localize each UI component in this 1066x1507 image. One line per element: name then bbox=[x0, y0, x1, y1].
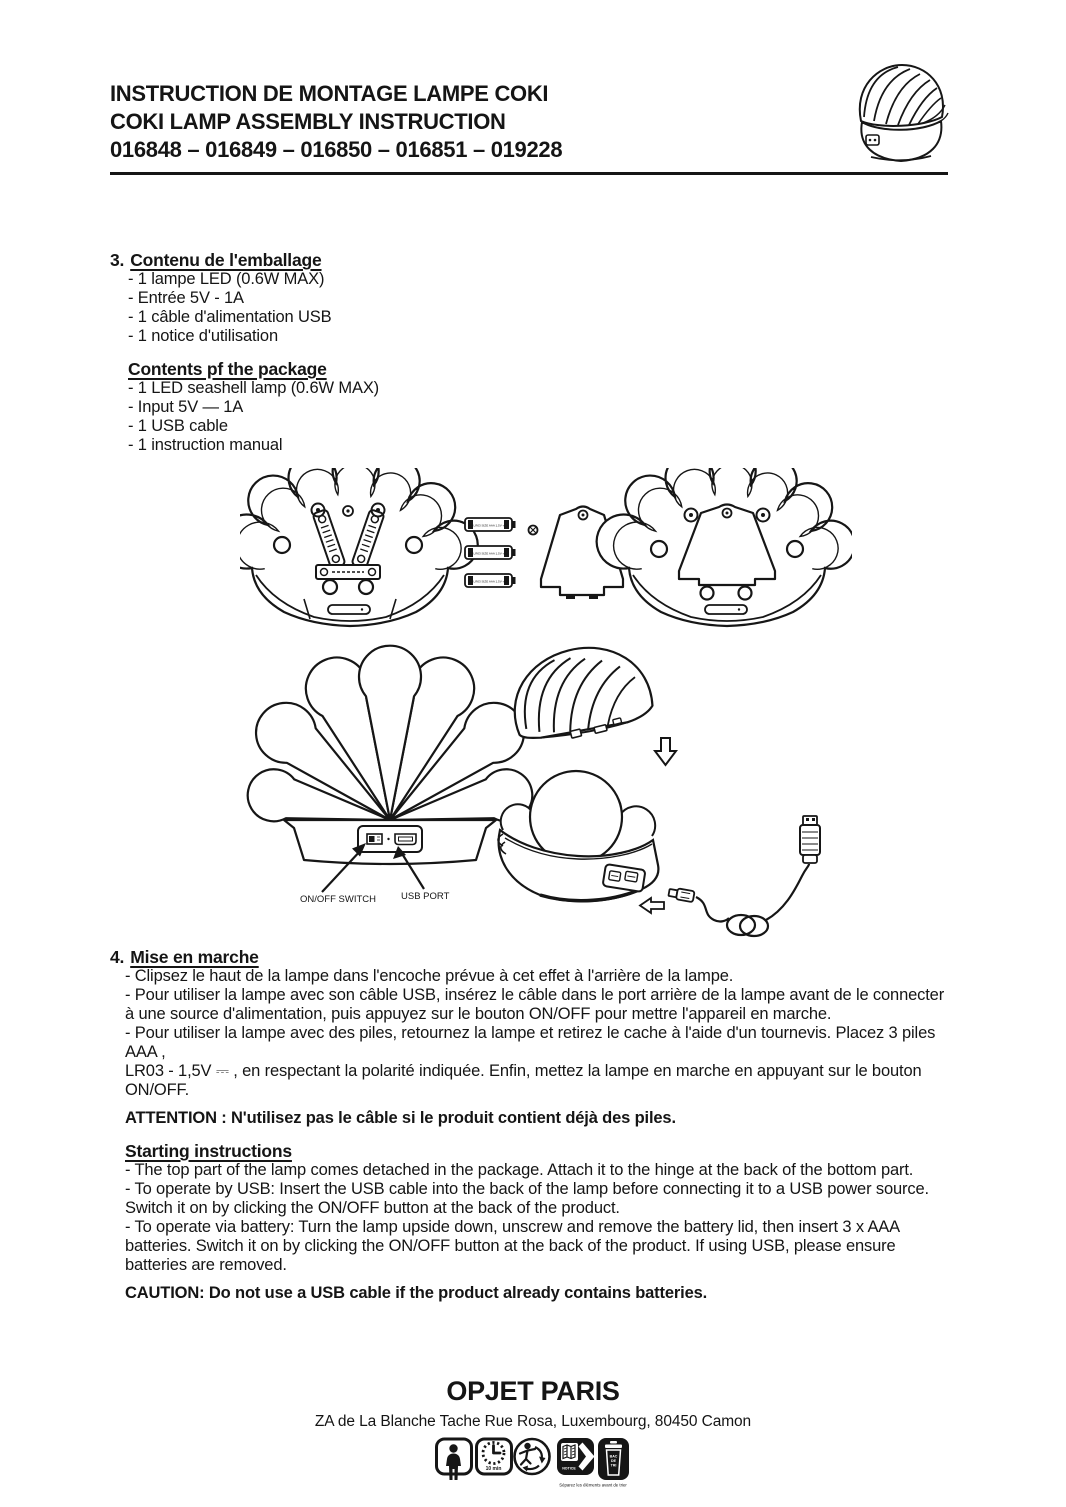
sort-note: Séparez les éléments avant de trier bbox=[559, 1482, 627, 1488]
back-view-diagram bbox=[248, 646, 533, 905]
aaa-batteries-icon bbox=[465, 518, 516, 587]
title-en: COKI LAMP ASSEMBLY INSTRUCTION bbox=[110, 109, 506, 134]
attention-note: ATTENTION : N'utilisez pas le câble si le produit contient déjà des piles. bbox=[125, 1109, 676, 1127]
section4-heading-en: Starting instructions bbox=[125, 1141, 292, 1161]
on-off-switch-icon bbox=[367, 834, 382, 844]
top-shell-diagram bbox=[502, 634, 657, 752]
list-item: - Entrée 5V - 1A bbox=[128, 289, 244, 307]
brand-address: ZA de La Blanche Tache Rue Rosa, Luxembourg, 80450 Camon bbox=[314, 1413, 752, 1430]
list-item: - 1 lampe LED (0.6W MAX) bbox=[128, 270, 325, 288]
section3-number: 3. bbox=[110, 250, 125, 270]
on-off-switch-label: ON/OFF SWITCH bbox=[300, 894, 376, 905]
list-item: - Input 5V — 1A bbox=[128, 398, 244, 416]
triman-recycling-icon bbox=[515, 1439, 550, 1474]
person-icon bbox=[437, 1439, 472, 1480]
list-item: - 1 instruction manual bbox=[128, 436, 283, 454]
screw-icon bbox=[529, 526, 538, 535]
bottom-view-closed-diagram bbox=[597, 468, 852, 626]
section3-heading-en: Contents pf the package bbox=[128, 359, 327, 379]
sorting-bin-icon bbox=[598, 1438, 629, 1480]
page-header bbox=[110, 80, 562, 164]
brand-name: OPJET PARIS bbox=[446, 1376, 620, 1406]
usb-a-connector-icon bbox=[800, 816, 820, 863]
svg-text:BAC: BAC bbox=[609, 1454, 618, 1459]
paragraph: - The top part of the lamp comes detached in the package. Attach it to the hinge at the back of the bottom part. bbox=[125, 1161, 914, 1179]
assembly-diagram bbox=[240, 468, 852, 946]
svg-text:DE: DE bbox=[611, 1459, 616, 1463]
contents-list-fr bbox=[128, 270, 630, 346]
paragraph: - Clipsez le haut de la lampe dans l'encoche prévue à cet effet à l'arrière de la lampe. bbox=[125, 967, 734, 985]
svg-text:TRI: TRI bbox=[610, 1463, 617, 1468]
left-arrow-icon bbox=[640, 898, 664, 913]
footer-compliance-icons bbox=[435, 1436, 631, 1494]
contents-list-en bbox=[128, 379, 630, 455]
title-fr: INSTRUCTION DE MONTAGE LAMPE COKI bbox=[110, 81, 549, 106]
list-item: - 1 câble d'alimentation USB bbox=[128, 308, 332, 326]
light-ball bbox=[530, 771, 622, 863]
svg-text:10 min: 10 min bbox=[485, 1466, 502, 1472]
svg-text:NOTICE: NOTICE bbox=[562, 1466, 576, 1471]
section4-number: 4. bbox=[110, 947, 125, 967]
section4-heading-fr: Mise en marche bbox=[130, 947, 259, 967]
section-starting bbox=[110, 948, 955, 1303]
list-item: - 1 notice d'utilisation bbox=[128, 327, 278, 345]
svg-text:- LR03 SIZE AAA 1,5V +: - LR03 SIZE AAA 1,5V + bbox=[471, 523, 505, 528]
model-numbers: 016848 – 016849 – 016850 – 016851 – 019228 bbox=[110, 137, 563, 162]
coki-lamp-logo-icon bbox=[851, 58, 953, 172]
paragraph: - Pour utiliser la lampe avec son câble USB, insérez le câble dans le port arrière de la lampe avant de le connecter à une source d'alimentation, puis appuyez sur le bouton ON/OFF pour mettre l'appareil en marche. bbox=[125, 986, 945, 1023]
caution-note: CAUTION: Do not use a USB cable if the product already contains batteries. bbox=[125, 1284, 708, 1302]
instructions-en bbox=[125, 1161, 957, 1275]
header-divider bbox=[110, 172, 948, 175]
usb-port-label: USB PORT bbox=[401, 891, 450, 902]
svg-text:- LR03 SIZE AAA 1,5V +: - LR03 SIZE AAA 1,5V + bbox=[471, 551, 505, 556]
svg-text:- LR03 SIZE AAA 1,5V +: - LR03 SIZE AAA 1,5V + bbox=[471, 579, 505, 584]
paragraph: - Pour utiliser la lampe avec des piles, retournez la lampe et retirez le cache à l'aide d'un tournevis. Placez 3 piles AAA , bbox=[125, 1024, 936, 1061]
notice-icon bbox=[557, 1438, 595, 1475]
list-item: - 1 USB cable bbox=[128, 417, 228, 435]
bottom-view-open-diagram bbox=[240, 468, 478, 626]
instructions-fr bbox=[125, 967, 957, 1100]
usb-cable-diagram bbox=[668, 816, 820, 936]
section3-heading-fr: Contenu de l'emballage bbox=[130, 250, 322, 270]
section-contents bbox=[110, 251, 630, 455]
usb-port-icon bbox=[395, 834, 416, 845]
paragraph: LR03 - 1,5V ⎓ , en respectant la polarité indiquée. Enfin, mettez la lampe en marche en appuyant sur le bouton ON/OFF. bbox=[125, 1062, 922, 1099]
paragraph: - To operate by USB: Insert the USB cable into the back of the lamp before connecting it to a USB power source. Switch it on by clicking the ON/OFF button at the back of the product. bbox=[125, 1180, 929, 1217]
paragraph: - To operate via battery: Turn the lamp upside down, unscrew and remove the battery lid, then insert 3 x AAA batteries. Switch it on by clicking the ON/OFF button at the back of the product. If using USB, please ensure batteries are removed. bbox=[125, 1218, 900, 1274]
list-item: - 1 LED seashell lamp (0.6W MAX) bbox=[128, 379, 380, 397]
clock-10min-icon bbox=[477, 1439, 512, 1474]
down-arrow-icon bbox=[655, 738, 676, 765]
